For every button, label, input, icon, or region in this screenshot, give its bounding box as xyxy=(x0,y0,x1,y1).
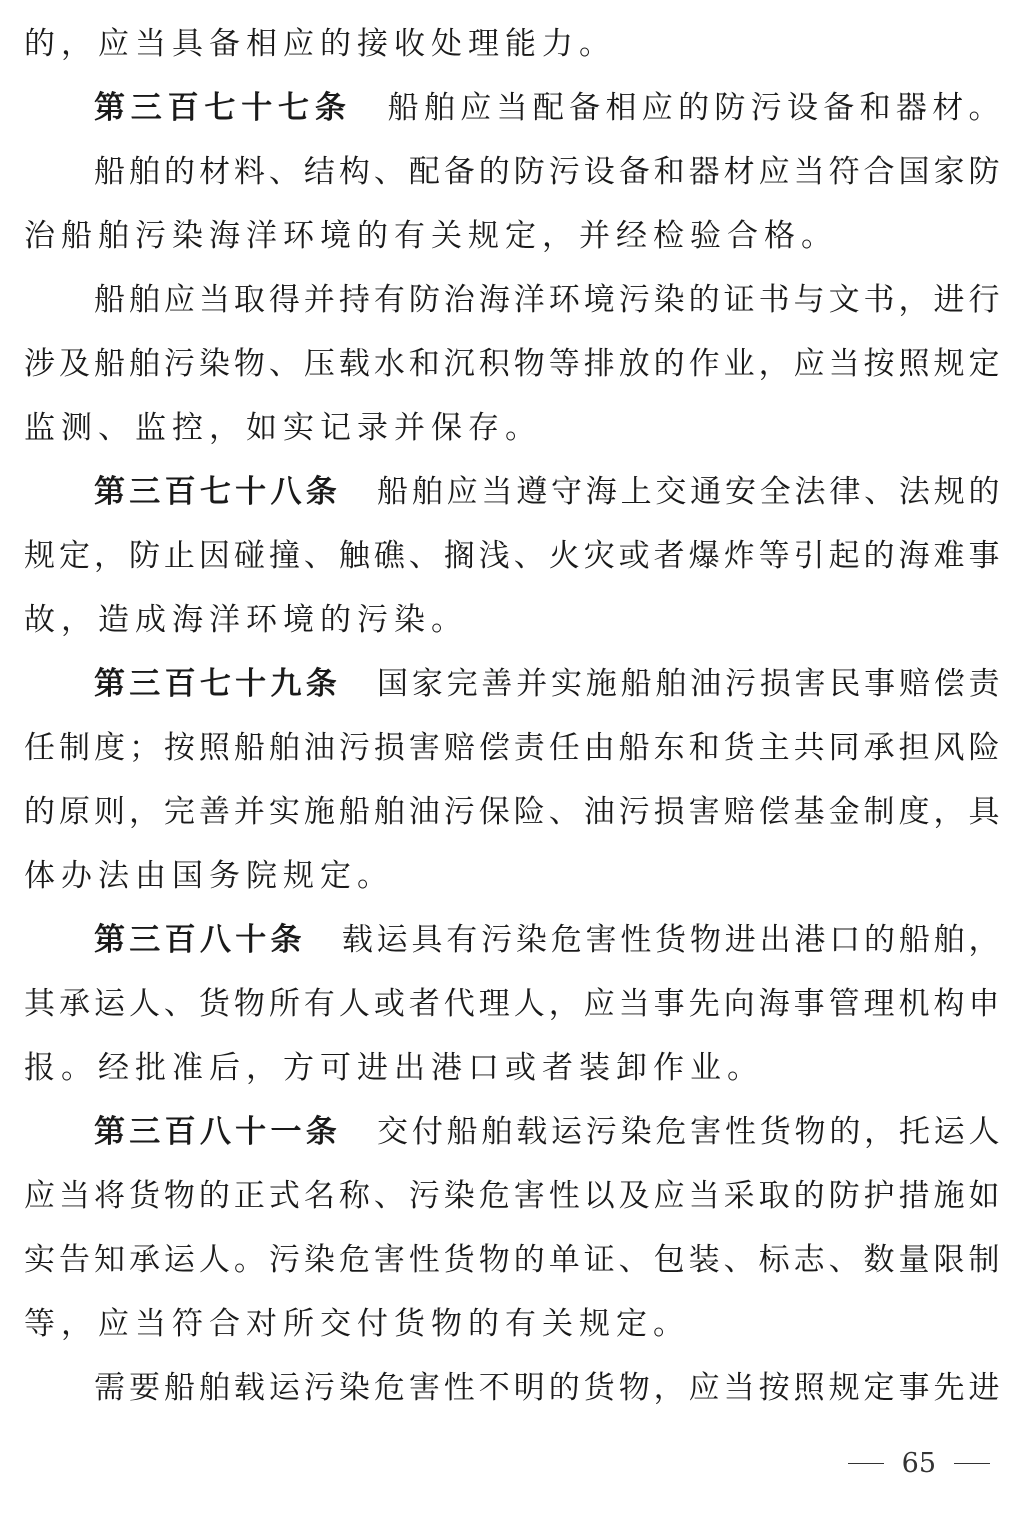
article-380-heading: 第三百八十条 载运具有污染危害性货物进出港口的船舶， xyxy=(94,922,1000,958)
text-line: 需要船舶载运污染危害性不明的货物，应当按照规定事先进 xyxy=(94,1370,1000,1406)
page-number: 65 xyxy=(901,1448,936,1479)
article-379-heading: 第三百七十九条 国家完善并实施船舶油污损害民事赔偿责 xyxy=(94,666,1001,702)
article-378-heading: 第三百七十八条 船舶应当遵守海上交通安全法律、法规的 xyxy=(94,474,1001,510)
footer-dash-left xyxy=(848,1463,884,1464)
text-line: 报。经批准后，方可进出港口或者装卸作业。 xyxy=(24,1050,764,1086)
text-line: 的原则，完善并实施船舶油污保险、油污损害赔偿基金制度，具 xyxy=(24,794,1000,830)
text-line: 体办法由国务院规定。 xyxy=(24,858,394,894)
article-number: 第三百七十七条 xyxy=(94,90,352,126)
article-number: 第三百七十八条 xyxy=(94,474,342,510)
text-line: 应当将货物的正式名称、污染危害性以及应当采取的防护措施如 xyxy=(24,1178,1000,1214)
text-line: 船舶的材料、结构、配备的防污设备和器材应当符合国家防 xyxy=(94,154,1000,190)
text-line: 任制度；按照船舶油污损害赔偿责任由船东和货主共同承担风险 xyxy=(24,730,1000,766)
text-line: 其承运人、货物所有人或者代理人，应当事先向海事管理机构申 xyxy=(24,986,1000,1022)
text-line: 船舶应当取得并持有防治海洋环境污染的证书与文书，进行 xyxy=(94,282,1000,318)
article-number: 第三百七十九条 xyxy=(94,666,342,702)
text-line: 规定，防止因碰撞、触礁、搁浅、火灾或者爆炸等引起的海难事 xyxy=(24,538,1000,574)
text-line: 等，应当符合对所交付货物的有关规定。 xyxy=(24,1306,690,1342)
article-number: 第三百八十一条 xyxy=(94,1114,342,1150)
text-line: 治船舶污染海洋环境的有关规定，并经检验合格。 xyxy=(24,218,838,254)
text-line: 涉及船舶污染物、压载水和沉积物等排放的作业，应当按照规定 xyxy=(24,346,1000,382)
footer-dash-right xyxy=(954,1463,990,1464)
article-number: 第三百八十条 xyxy=(94,922,306,958)
page-footer xyxy=(848,1448,990,1479)
text-line: 实告知承运人。污染危害性货物的单证、包装、标志、数量限制 xyxy=(24,1242,1000,1278)
text-line: 故，造成海洋环境的污染。 xyxy=(24,602,468,638)
article-377-heading: 第三百七十七条 船舶应当配备相应的防污设备和器材。 xyxy=(94,90,1001,126)
text-line: 的，应当具备相应的接收处理能力。 xyxy=(24,26,616,62)
text-line: 监测、监控，如实记录并保存。 xyxy=(24,410,542,446)
article-381-heading: 第三百八十一条 交付船舶载运污染危害性货物的，托运人 xyxy=(94,1114,1001,1150)
